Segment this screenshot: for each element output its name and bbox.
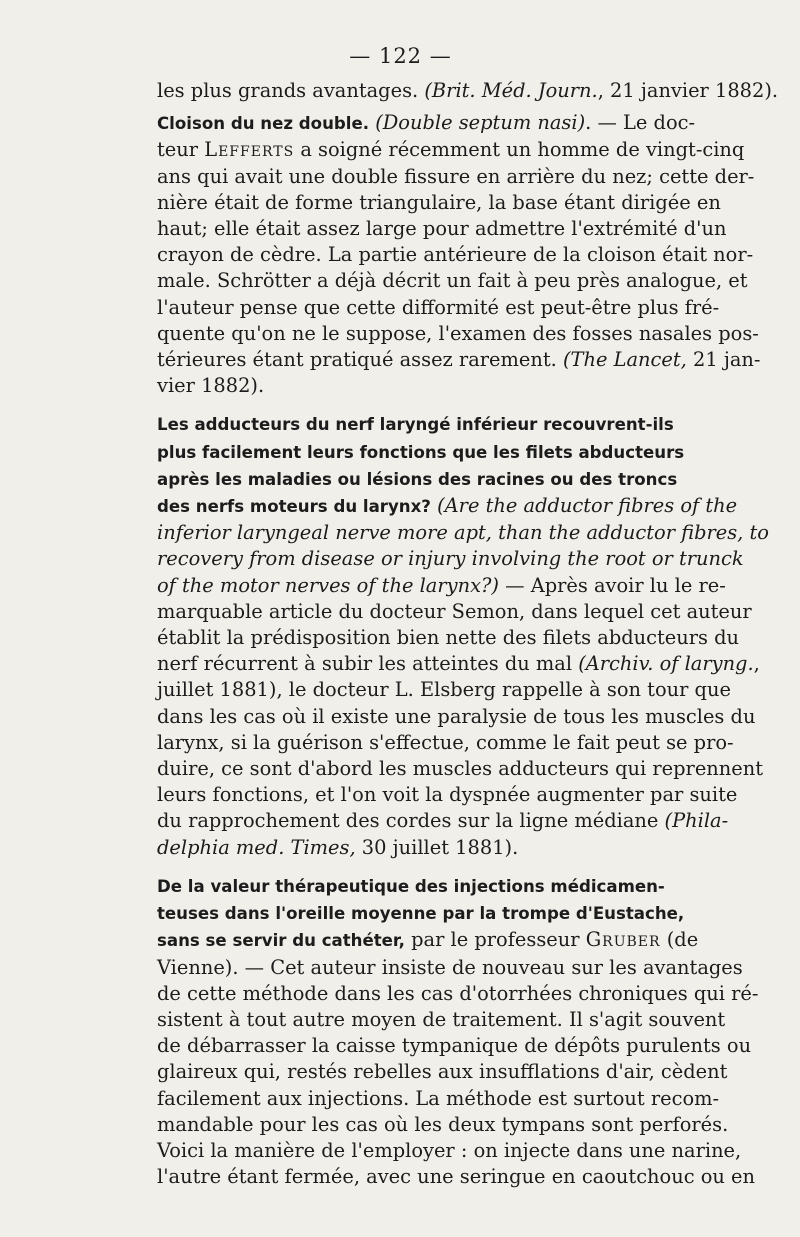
body-text: nière était de forme triangulaire, la base étant dirigée en — [157, 190, 721, 214]
italic-citation-text: (Archiv. of laryng. — [578, 652, 754, 676]
text-line — [157, 520, 774, 546]
text-line — [157, 677, 774, 703]
text-line — [157, 216, 774, 242]
body-text: du rapprochement des cordes sur la ligne médiane — [157, 809, 665, 833]
body-text: male. Schrötter a déjà décrit un fait à peu près analogue, et — [157, 269, 748, 293]
body-text: haut; elle était assez large pour admettre l'extrémité d'un — [157, 217, 727, 241]
body-text: dans les cas où il existe une paralysie de tous les muscles du — [157, 704, 756, 728]
bold-heading-text: Cloison du nez double. — [157, 114, 370, 134]
body-text: a soigné récemment un homme de vingt-cinq — [294, 138, 745, 162]
text-line — [157, 1059, 774, 1085]
text-line — [157, 373, 774, 399]
body-text: quente qu'on ne le suppose, l'examen des fosses nasales pos- — [157, 321, 759, 345]
italic-citation-text: recovery from disease or injury involving the root or trunck — [157, 547, 744, 571]
body-text: leurs fonctions, et l'on voit la dyspnée augmenter par suite — [157, 783, 738, 807]
body-text: , 21 janvier 1882). — [597, 79, 779, 102]
text-line — [157, 110, 774, 137]
italic-citation-text: (Phila- — [664, 809, 729, 833]
text-line — [157, 573, 774, 599]
text-line — [157, 321, 774, 347]
body-text: l'autre étant fermée, avec une seringue en caoutchouc ou en — [157, 1165, 756, 1189]
paragraph-spacer — [157, 399, 774, 411]
paragraph — [157, 78, 779, 104]
bold-heading-text: des nerfs moteurs du larynx? — [157, 497, 431, 517]
bold-heading-text: plus facilement leurs fonctions que les filets abducteurs — [157, 442, 685, 462]
italic-citation-text: delphia med. Times, — [157, 835, 356, 859]
italic-citation-text: (Are the adductor fibres of the — [437, 494, 738, 518]
page-body — [157, 78, 779, 1190]
body-text: térieures étant pratiqué assez rarement. — [157, 348, 563, 372]
text-line — [157, 873, 774, 900]
body-text: l'auteur pense que cette difformité est peut-être plus fré- — [157, 295, 720, 319]
text-line — [157, 808, 774, 834]
text-line — [157, 295, 774, 321]
text-line — [157, 1086, 774, 1112]
body-text: juillet 1881), le docteur L. Elsberg rappelle à son tour que — [157, 678, 731, 702]
body-text: de cette méthode dans les cas d'otorrhées chroniques qui ré- — [157, 981, 759, 1005]
text-line — [157, 782, 774, 808]
text-line — [157, 756, 774, 782]
text-line — [157, 927, 774, 954]
text-line — [157, 730, 774, 756]
bold-heading-text: Les adducteurs du nerf laryngé inférieur recouvrent-ils — [157, 415, 674, 435]
body-text: nerf récurrent à subir les atteintes du mal — [157, 652, 579, 676]
text-line — [157, 78, 779, 104]
text-line — [157, 704, 774, 730]
text-line — [157, 164, 774, 190]
text-line — [157, 1112, 774, 1138]
body-text: les plus grands avantages. — [157, 79, 425, 102]
body-text: facilement aux injections. La méthode est surtout recom- — [157, 1086, 720, 1110]
paragraph — [157, 110, 774, 399]
body-text: marquable article du docteur Semon, dans lequel cet auteur — [157, 599, 752, 623]
italic-citation-text: (Brit. Méd. Journ. — [424, 79, 598, 102]
body-text: de débarrasser la caisse tympanique de dépôts purulents ou — [157, 1034, 752, 1058]
body-text: teur — [157, 138, 205, 162]
body-text: 21 jan- — [686, 348, 761, 372]
paragraph — [157, 411, 774, 860]
text-line — [157, 137, 774, 163]
body-text: 30 juillet 1881). — [355, 835, 519, 859]
text-line — [157, 900, 774, 927]
text-line — [157, 599, 774, 625]
text-line — [157, 625, 774, 651]
bold-heading-text: teuses dans l'oreille moyenne par la trompe d'Eustache, — [157, 904, 685, 924]
body-text: — Après avoir lu le re- — [498, 573, 726, 597]
text-line — [157, 1138, 774, 1164]
text-line — [157, 546, 774, 572]
body-text: mandable pour les cas où les deux tympans sont perforés. — [157, 1112, 729, 1136]
body-text: glaireux qui, restés rebelles aux insufflations d'air, cèdent — [157, 1060, 728, 1084]
body-text: duire, ce sont d'abord les muscles adducteurs qui reprennent — [157, 757, 764, 781]
body-text: Vienne). — Cet auteur insiste de nouveau sur les avantages — [157, 955, 743, 979]
page-number: — 122 — — [349, 44, 452, 68]
text-line — [157, 1007, 774, 1033]
text-line — [157, 651, 774, 677]
author-name: Lefferts — [204, 138, 295, 162]
text-line — [157, 1164, 774, 1190]
body-text: par le professeur — [404, 928, 586, 952]
body-text: larynx, si la guérison s'effectue, comme le fait peut se pro- — [157, 730, 734, 754]
bold-heading-text: De la valeur thérapeutique des injections médicamen- — [157, 876, 665, 896]
text-line — [157, 190, 774, 216]
paragraph — [157, 873, 774, 1190]
text-line — [157, 1033, 774, 1059]
body-text: crayon de cèdre. La partie antérieure de la cloison était nor- — [157, 243, 754, 267]
author-name: Gruber — [585, 928, 661, 952]
text-line — [157, 981, 774, 1007]
text-line — [157, 466, 774, 493]
body-text: ans qui avait une double fissure en arrière du nez; cette der- — [157, 164, 755, 188]
text-line — [157, 493, 774, 520]
body-text: (de — [660, 928, 699, 952]
text-line — [157, 268, 774, 294]
body-text: vier 1882). — [157, 374, 265, 398]
italic-citation-text: (The Lancet, — [562, 348, 687, 372]
text-line — [157, 835, 774, 861]
body-text: , — [753, 652, 760, 676]
body-text: Voici la manière de l'employer : on injecte dans une narine, — [157, 1138, 742, 1162]
italic-citation-text: inferior laryngeal nerve more apt, than the adductor fibres, to — [157, 521, 769, 545]
text-line — [157, 347, 774, 373]
body-text: . — Le doc- — [585, 111, 696, 135]
text-line — [157, 955, 774, 981]
text-line — [157, 242, 774, 268]
body-text: sistent à tout autre moyen de traitement. Il s'agit souvent — [157, 1007, 726, 1031]
italic-citation-text: (Double septum nasi) — [375, 111, 586, 135]
bold-heading-text: sans se servir du cathéter, — [157, 931, 405, 951]
text-line — [157, 439, 774, 466]
bold-heading-text: après les maladies ou lésions des racines ou des troncs — [157, 469, 678, 489]
body-text: établit la prédisposition bien nette des filets abducteurs du — [157, 626, 740, 650]
text-line — [157, 411, 774, 438]
italic-citation-text: of the motor nerves of the larynx?) — [157, 573, 499, 597]
paragraph-spacer — [157, 861, 774, 873]
